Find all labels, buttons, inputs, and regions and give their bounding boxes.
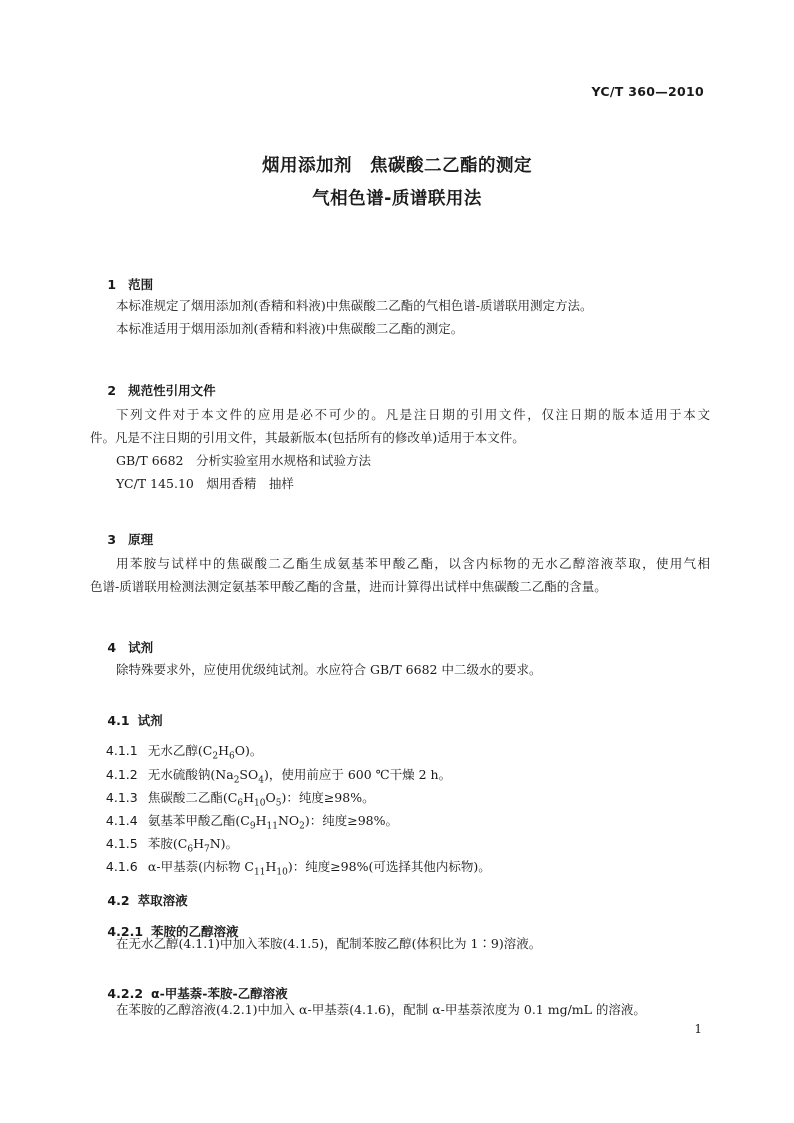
normative-reference: GB/T 6682 分析实验室用水规格和试验方法 <box>116 453 372 468</box>
section-number: 4.2.1 <box>107 924 144 939</box>
item-number: 4.1.6 <box>105 859 138 874</box>
section-3-body <box>90 552 710 598</box>
section-number: 2 <box>107 383 117 398</box>
section-title: 萃取溶液 <box>137 893 188 908</box>
section-title: 试剂 <box>137 713 163 728</box>
section-title: 试剂 <box>128 640 154 655</box>
paragraph-line: 色谱-质谱联用检测法测定氨基苯甲酸乙酯的含量，进而计算得出试样中焦碳酸二乙酯的含量。 <box>90 579 607 594</box>
subsection-4-2-2-body <box>90 998 710 1021</box>
item-text: 苯胺$(C_6H_7N)$。 <box>147 836 239 855</box>
paragraph-line: 本标准适用于烟用添加剂(香精和料液)中焦碳酸二乙酯的测定。 <box>116 321 464 336</box>
document-title-line-1: 烟用添加剂 焦碳酸二乙酯的测定 <box>262 156 532 176</box>
section-title: 范围 <box>128 277 154 292</box>
normative-reference: YC/T 145.10 烟用香精 抽样 <box>116 476 294 491</box>
paragraph-line: 除特殊要求外，应使用优级纯试剂。水应符合 GB/T 6682 中二级水的要求。 <box>116 662 542 677</box>
standard-code: YC/T 360—2010 <box>591 84 704 99</box>
item-number: 4.1.2 <box>105 767 138 782</box>
item-text: α-甲基萘(内标物 $C_{11}H_{10}$)：纯度≥98%(可选择其他内标物)。 <box>147 859 491 878</box>
section-number: 1 <box>107 277 117 292</box>
item-text: 焦碳酸二乙酯$(C_6H_{10}O_5)$：纯度≥98%。 <box>147 790 375 809</box>
item-number: 4.1.3 <box>105 790 138 805</box>
section-title: 苯胺的乙醇溶液 <box>151 924 239 939</box>
section-number: 4.1 <box>107 713 130 728</box>
item-number: 4.1.4 <box>105 813 138 828</box>
item-text: 无水乙醇$(C_2H_6O)$。 <box>147 743 263 762</box>
section-title: 规范性引用文件 <box>128 383 216 398</box>
section-number: 3 <box>107 532 117 547</box>
document-title-line-2: 气相色谱-质谱联用法 <box>312 189 482 209</box>
section-4-body <box>90 658 710 681</box>
section-title: 原理 <box>128 532 154 547</box>
paragraph-line: 在苯胺的乙醇溶液(4.2.1)中加入 α-甲基萘(4.1.6)，配制 α-甲基萘浓度为 0.1 mg/mL 的溶液。 <box>116 1002 646 1017</box>
paragraph-line: 在无水乙醇(4.1.1)中加入苯胺(4.1.5)，配制苯胺乙醇(体积比为 1∶9)溶液。 <box>116 936 542 951</box>
subsection-4-2-1-body <box>90 932 710 955</box>
paragraph-line: 本标准规定了烟用添加剂(香精和料液)中焦碳酸二乙酯的气相色谱-质谱联用测定方法。 <box>116 298 593 313</box>
paragraph-line: 下列文件对于本文件的应用是必不可少的。凡是注日期的引用文件，仅注日期的版本适用于本文 <box>116 407 710 422</box>
item-text: 氨基苯甲酸乙酯$(C_9H_{11}NO_2)$：纯度≥98%。 <box>147 813 399 832</box>
item-number: 4.1.1 <box>105 743 138 758</box>
section-1-body <box>90 294 710 340</box>
item-number: 4.1.5 <box>105 836 138 851</box>
section-2-body <box>90 403 710 495</box>
item-text: 无水硫酸钠$(Na_2SO_4)$，使用前应于 600 ℃干燥 2 h。 <box>147 767 452 786</box>
section-number: 4.2 <box>107 893 130 908</box>
paragraph-line: 件。凡是不注日期的引用文件，其最新版本(包括所有的修改单)适用于本文件。 <box>90 430 525 445</box>
section-number: 4.2.2 <box>107 986 144 1001</box>
section-number: 4 <box>107 640 117 655</box>
paragraph-line: 用苯胺与试样中的焦碳酸二乙酯生成氨基苯甲酸乙酯，以含内标物的无水乙醇溶液萃取，使用气相 <box>116 556 710 571</box>
page-number: 1 <box>694 1022 702 1036</box>
section-title: α-甲基萘-苯胺-乙醇溶液 <box>151 986 288 1001</box>
